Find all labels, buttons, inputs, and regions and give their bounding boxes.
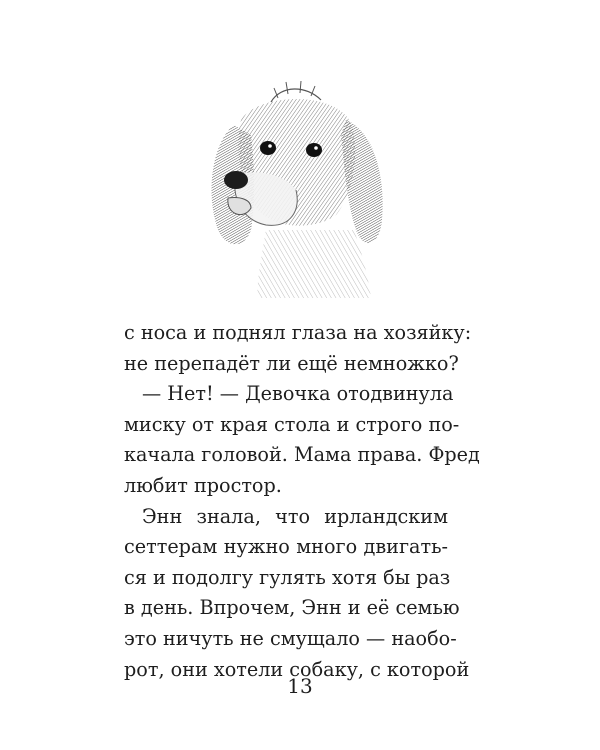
text-line: ся и подолгу гулять хотя бы раз bbox=[124, 565, 451, 589]
text-line: в день. Впрочем, Энн и её семью bbox=[124, 596, 460, 620]
text-line: не перепадёт ли ещё немножко? bbox=[124, 351, 459, 375]
page-number: 13 bbox=[287, 674, 313, 698]
text-line: с носа и поднял глаза на хозяйку: bbox=[124, 321, 472, 344]
text-line: это ничуть не смущало — наобо- bbox=[124, 626, 457, 650]
body-text bbox=[124, 318, 480, 685]
text-line: рот, они хотели собаку, с которой bbox=[124, 657, 470, 681]
text-line: любит простор. bbox=[124, 473, 282, 497]
text-line: сеттерам нужно много двигать- bbox=[124, 535, 448, 559]
text-line: Энн знала, что ирландским bbox=[142, 504, 448, 528]
text-line: — Нет! — Девочка отодвинула bbox=[142, 382, 454, 406]
text-line: качала головой. Мама права. Фред bbox=[124, 443, 480, 467]
text-line: миску от края стола и строго по- bbox=[124, 412, 460, 436]
dog-sketch-icon bbox=[196, 80, 426, 300]
